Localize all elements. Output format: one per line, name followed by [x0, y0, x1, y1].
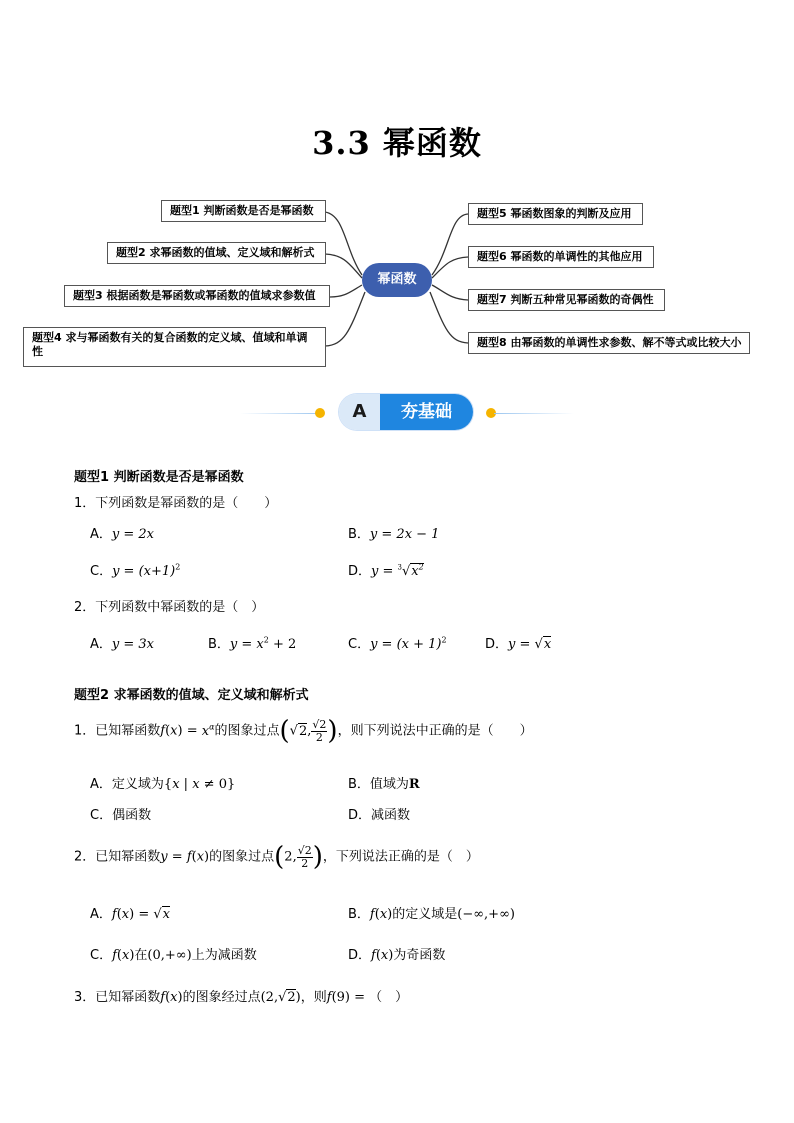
mindmap-node-type6: 题型6 幂函数的单调性的其他应用 — [468, 246, 654, 268]
s1-q2-stem: 2．下列函数中幂函数的是（ ） — [74, 600, 265, 615]
banner-text: 夯基础 — [380, 394, 473, 430]
s1-q2-option-d: D．y = √x — [485, 637, 552, 652]
page-title: 3.3 幂函数 — [312, 124, 482, 162]
banner-left-dot — [315, 408, 325, 418]
banner-letter: A — [339, 394, 380, 430]
banner-right-line — [494, 413, 574, 414]
s1-q1-option-c: C．$y = (x+1)^2$ — [90, 562, 181, 579]
mindmap-node-type8: 题型8 由幂函数的单调性求参数、解不等式或比较大小 — [468, 332, 750, 354]
mindmap-node-type5: 题型5 幂函数图象的判断及应用 — [468, 203, 643, 225]
s1-q1-option-a: A．y = 2x — [90, 527, 155, 542]
s1-q2-option-a: A．y = 3x — [90, 637, 155, 652]
s2-q2-stem: 2．已知幂函数y = f(x)的图象过点(2, $\frac{√2}{2}$ )，下列说法正确的是（ ） — [74, 842, 479, 872]
s2-q3-stem: 3．已知幂函数f(x)的图象经过点(2,√2)，则f(9) = （ ） — [74, 990, 409, 1005]
section1-heading: 题型1 判断函数是否是幂函数 — [74, 470, 244, 485]
s2-q1-option-d: D．减函数 — [348, 808, 411, 823]
mindmap-node-type7: 题型7 判断五种常见幂函数的奇偶性 — [468, 289, 665, 311]
mindmap-node-type2: 题型2 求幂函数的值域、定义域和解析式 — [107, 242, 326, 264]
banner-left-line — [240, 413, 320, 414]
mindmap-center: 幂函数 — [362, 263, 432, 297]
mindmap-node-type3: 题型3 根据函数是幂函数或幂函数的值域求参数值 — [64, 285, 330, 307]
mindmap-connectors — [0, 0, 794, 380]
s2-q1-option-c: C．偶函数 — [90, 808, 152, 823]
s2-q2-option-b: B．f(x)的定义域是(−∞,+∞) — [348, 907, 515, 922]
s1-q1-option-d: D．$y = ^3√x^2$ — [348, 562, 424, 579]
s1-q1-option-b: B．y = 2x − 1 — [348, 527, 440, 542]
s2-q1-option-b: B．值域为R — [348, 777, 420, 792]
s2-q1-stem: 1．已知幂函数$f(x) = x^\alpha$的图象过点(√2, $\frac{√2}{2}$ )，则下列说法中正确的是（ ） — [74, 716, 533, 746]
s1-q2-option-b: B．$y = x^2 + 2$ — [208, 635, 297, 652]
section2-heading: 题型2 求幂函数的值域、定义域和解析式 — [74, 688, 309, 703]
mindmap-node-type1: 题型1 判断函数是否是幂函数 — [161, 200, 326, 222]
s2-q2-option-a: A．f(x) = √x — [90, 907, 170, 922]
s2-q1-option-a: A．定义域为{x | x ≠ 0} — [90, 777, 236, 792]
s2-q2-option-d: D．f(x)为奇函数 — [348, 948, 446, 963]
s2-q2-option-c: C．f(x)在(0,+∞)上为减函数 — [90, 948, 257, 963]
section-banner — [339, 394, 473, 430]
s1-q2-option-c: C．$y = (x + 1)^2$ — [348, 635, 447, 652]
mindmap-node-type4: 题型4 求与幂函数有关的复合函数的定义域、值域和单调性 — [23, 327, 326, 367]
s1-q1-stem: 1．下列函数是幂函数的是（ ） — [74, 496, 278, 511]
